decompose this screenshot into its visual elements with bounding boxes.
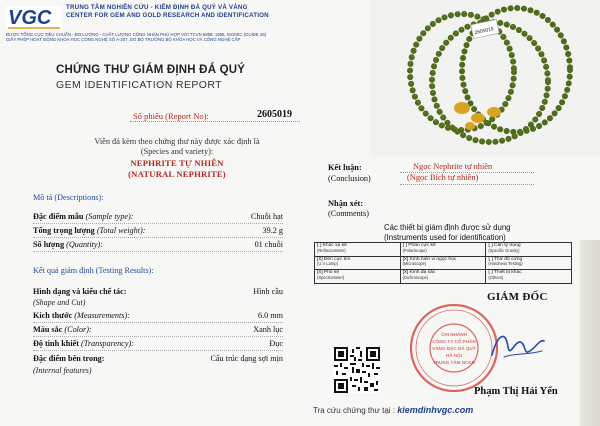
logo-text: VGC xyxy=(8,7,52,29)
verify-url[interactable]: kiemdinhvgc.com xyxy=(397,405,474,415)
descriptions-heading: Mô tả (Descriptions): xyxy=(33,193,104,202)
verify-label: Tra cứu chứng thư tại : xyxy=(313,406,396,415)
instruments-table xyxy=(314,242,572,284)
header-center-name xyxy=(66,4,366,19)
verification-footer xyxy=(313,405,473,415)
checkbox-mark: [ ] xyxy=(488,269,493,275)
checkbox-mark: [ ] xyxy=(317,242,322,248)
center-name-en: CENTER FOR GEM AND GOLD RESEARCH AND IDENTIFICATION xyxy=(66,12,269,19)
conclusion-line xyxy=(400,184,534,185)
testing-results-heading: Kết quả giám định (Testing Results): xyxy=(33,266,154,275)
checkbox-mark: [x] xyxy=(402,255,409,262)
instruments-row xyxy=(315,270,572,284)
measurements-value: 6.0 mm xyxy=(257,311,283,320)
comments-label: Nhận xét: xyxy=(328,199,364,208)
title-vn: CHỨNG THƯ GIÁM ĐỊNH ĐÁ QUÝ xyxy=(56,64,246,76)
checkbox-mark: [x] xyxy=(402,269,409,275)
color-value: Xanh lục xyxy=(253,325,283,334)
instruments-row xyxy=(315,256,572,270)
title-en: GEM IDENTIFICATION REPORT xyxy=(56,79,222,91)
quantity-row xyxy=(33,240,283,252)
transparency-row xyxy=(33,339,283,351)
instrument-cell: [ ]Thiết bị khác (Others) xyxy=(486,270,572,284)
accreditation-line-1: ĐƯỢC TỔNG CỤC TIÊU CHUẨN - ĐO LƯỜNG - CHẤT LƯỢNG CÔNG NHẬN PHÙ HỢP VỚI TCVN 5958: 1995, ISO/IEC (GUIDE 25) xyxy=(6,32,267,37)
report-number: 2605019 xyxy=(257,109,292,120)
center-name-vn: TRUNG TÂM NGHIÊN CỨU - KIỂM ĐỊNH ĐÁ QUÝ VÀ VÀNG xyxy=(66,4,248,11)
shape-value: Hình cầu xyxy=(253,287,283,296)
checkbox-mark: [ ] xyxy=(488,242,493,248)
sample-type-value: Chuỗi hạt xyxy=(250,212,283,221)
field-label: Đặc điểm bên trong: xyxy=(33,354,105,363)
intro-vn: Viên đá kèm theo chứng thư này được xác định là xyxy=(94,137,260,146)
internal-features-label-en: (Internal features) xyxy=(33,366,92,375)
signer-name: Phạm Thị Hải Yến xyxy=(474,386,558,397)
field-label: Đặc điểm mẫu (Sample type): xyxy=(33,212,134,221)
checkbox-mark: [ ] xyxy=(488,255,493,262)
shape-label-en: (Shape and Cut) xyxy=(33,298,86,307)
measurements-row xyxy=(33,311,283,323)
instrument-cell: [ ]Phân cực kế (Polariscope) xyxy=(400,243,486,257)
sample-type-row xyxy=(33,212,283,224)
signature xyxy=(488,325,548,365)
conclusion-line xyxy=(400,172,534,173)
svg-text:CHI NHÁNH: CHI NHÁNH xyxy=(441,332,467,337)
official-seal xyxy=(408,302,500,394)
checkbox-mark: [x] xyxy=(317,269,323,275)
stone-name-en: (NATURAL NEPHRITE) xyxy=(128,169,226,179)
instrument-cell: [x]Kính đa sắc (Dichroscope) xyxy=(400,270,486,284)
field-label: Kích thước (Measurements): xyxy=(33,311,130,320)
field-label: Màu sắc (Color): xyxy=(33,325,92,334)
accreditation-line-2: GIẤY PHÉP HOẠT ĐỘNG KHOA HỌC CÔNG NGHỆ SỐ A-207, DO BỘ TRƯỞNG BỘ KHOA HỌC VÀ CÔNG NGHỆ CẤP xyxy=(6,37,241,43)
instrument-cell: [ ]Khúc xạ kế (Refractometer) xyxy=(315,243,401,257)
accreditation-note xyxy=(6,32,306,43)
svg-text:CÔNG TY CỔ PHẦN: CÔNG TY CỔ PHẦN xyxy=(432,339,476,344)
conclusion-value: Ngọc Nephrite tự nhiên xyxy=(413,162,493,171)
quantity-value: 01 chuỗi xyxy=(254,240,283,249)
conclusion-value-alt: (Ngọc Bích tự nhiên) xyxy=(407,173,479,182)
checkbox-mark: [ ] xyxy=(402,242,408,248)
internal-features-value: Cấu trúc dạng sợi mịn xyxy=(210,354,283,363)
svg-text:VÀNG BẠC ĐÁ QUÝ: VÀNG BẠC ĐÁ QUÝ xyxy=(432,346,476,351)
comments-label-en: (Comments) xyxy=(328,209,369,218)
vgc-logo xyxy=(6,4,62,32)
field-label: Tổng trọng lượng (Total weight): xyxy=(33,226,146,235)
conclusion-label: Kết luận: xyxy=(328,163,362,172)
director-title: GIÁM ĐỐC xyxy=(487,291,548,303)
transparency-value: Đục xyxy=(269,339,283,348)
instruments-title-en: (Instruments used for identification) xyxy=(384,233,506,242)
intro-en: (Species and variety): xyxy=(140,147,214,156)
svg-text:HÀ NỘI: HÀ NỘI xyxy=(445,353,463,358)
field-label: Độ tinh khiết (Transparency): xyxy=(33,339,134,348)
instrument-cell: [x]Kính hiển vi ngọc học (Microscope) xyxy=(400,256,486,270)
total-weight-value: 39.2 g xyxy=(262,226,283,235)
report-dotted-line xyxy=(130,121,300,122)
shape-row xyxy=(33,287,283,298)
svg-text:TRUNG TÂM NCKĐ: TRUNG TÂM NCKĐ xyxy=(432,360,476,365)
paper-edge xyxy=(580,240,600,426)
instruments-row xyxy=(315,243,572,257)
instrument-cell: [x]Phổ kế (Spectrometer) xyxy=(315,270,401,284)
internal-features-row xyxy=(33,354,283,365)
report-label: Số phiếu (Report No): xyxy=(133,111,209,121)
instrument-cell: [ ]Thử độ cứng (Hardness Testing) xyxy=(486,256,572,270)
field-label: Số lượng (Quantity): xyxy=(33,240,103,249)
instrument-cell: [ ]Cân tỷ trọng (Specific Gravity) xyxy=(486,243,572,257)
sample-photo xyxy=(370,0,600,156)
field-label: Hình dạng và kiểu chế tác: xyxy=(33,287,127,296)
checkbox-mark: [x] xyxy=(317,255,323,262)
stone-name-vn: NEPHRITE TỰ NHIÊN xyxy=(130,158,224,168)
total-weight-row xyxy=(33,226,283,238)
color-row xyxy=(33,325,283,337)
qr-code[interactable] xyxy=(334,347,380,393)
conclusion-label-en: (Conclusion) xyxy=(328,174,371,183)
instruments-title-vn: Các thiết bị giám định được sử dụng xyxy=(384,223,511,232)
instrument-cell: [x]Đèn cực tím (U.V Lamp) xyxy=(315,256,401,270)
photo-sample-tag: 2605019 xyxy=(474,26,495,37)
